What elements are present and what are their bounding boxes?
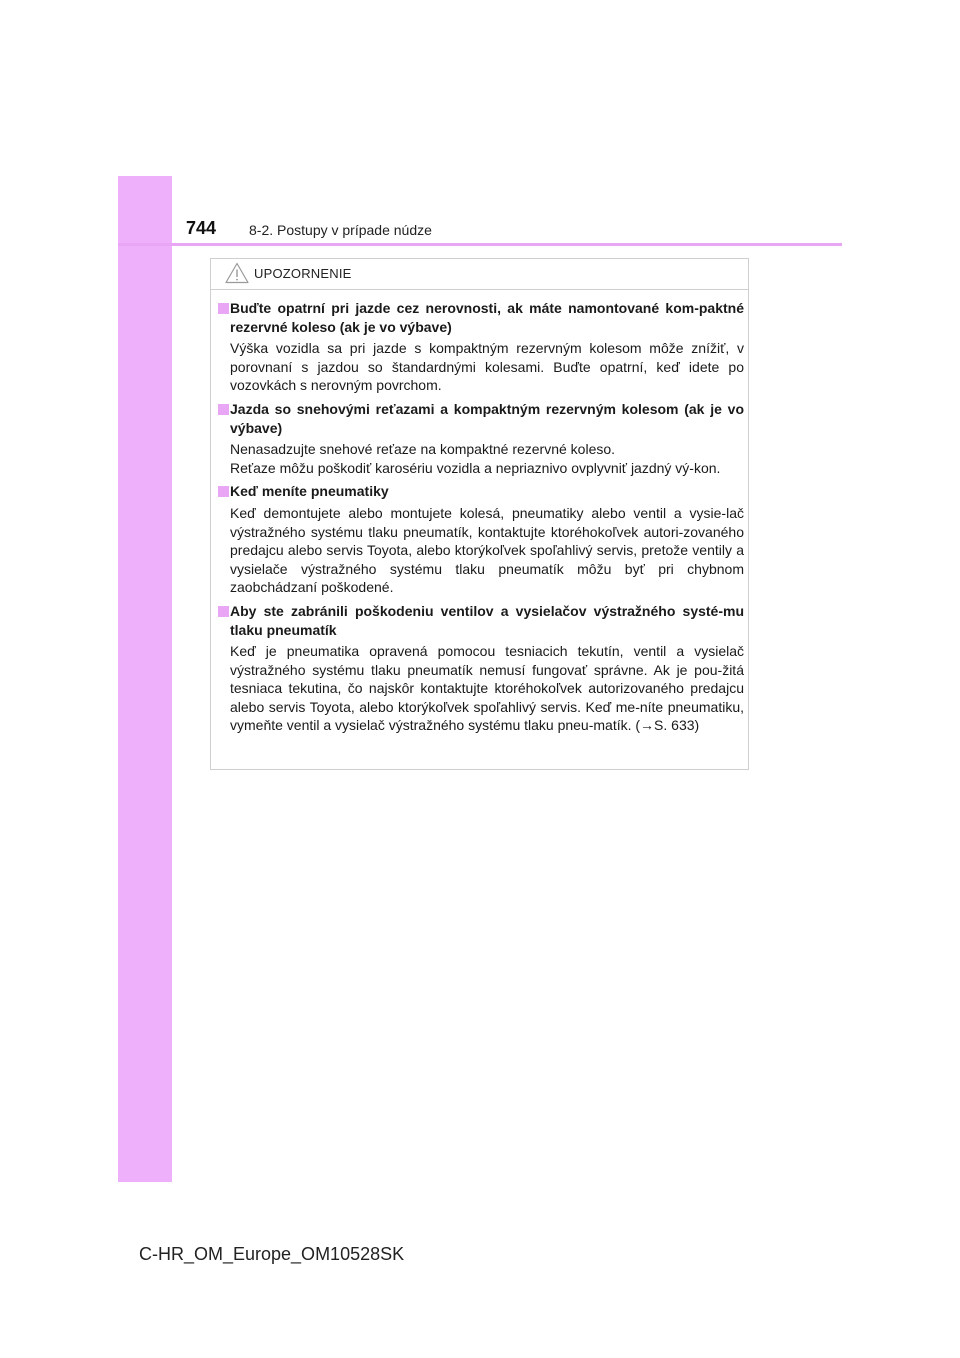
warning-header [211,259,748,290]
side-color-band [118,176,172,1182]
warning-item-text: Nenasadzujte snehové reťaze na kompaktné rezervné koleso. Reťaze môžu poškodiť karosériu vozidla a nepriaznivo ovplyvniť jazdný vý-kon. [230,441,721,476]
warning-box [210,258,749,770]
warning-item [218,482,744,597]
page-number: 744 [186,218,217,238]
warning-item [218,299,744,395]
warning-body [218,299,744,740]
warning-item-title: Aby ste zabránili poškodeniu ventilov a vysielačov výstražného systé-mu tlaku pneumatík [230,602,744,638]
warning-item [218,602,744,735]
warning-triangle-icon [225,262,249,284]
warning-item-text: Keď demontujete alebo montujete kolesá, pneumatiky alebo ventil a vysie-lač výstražného systému tlaku pneumatík, kontaktujte ktoréhokoľvek autori-zovaného predajcu alebo servis Toyota, alebo ktorýkoľvek spoľahlivý servis, pretože ventily a vysielače výstražného systému tlaku pneumatík môžu byť pri chybnom zaobchádzaní poškodené. [230,504,744,596]
warning-item-text: Keď je pneumatika opravená pomocou tesniacich tekutín, ventil a vysielač výstražného systému tlaku pneumatík nemusí fungovať správne. Ak je pou-žitá tesniaca tekutina, čo najskôr kontaktujte ktoréhokoľvek autorizovaného predajcu alebo servis Toyota, alebo ktorýkoľvek spoľahlivý servis. Keď me-níte pneumatiku, vymeňte ventil a vysielač výstražného systému tlaku pneu-matík. (→S. 633) [230,643,744,734]
section-title: 8-2. Postupy v prípade núdze [249,222,432,238]
warning-item [218,400,744,477]
warning-label: UPOZORNENIE [254,266,352,281]
square-bullet-icon [218,606,229,617]
square-bullet-icon [218,486,229,497]
warning-item-title: Buďte opatrní pri jazde cez nerovnosti, ak máte namontované kom-paktné rezervné koleso (ak je vo výbave) [230,300,744,335]
warning-item-text: Výška vozidla sa pri jazde s kompaktným rezervným kolesom môže znížiť, v porovnaní s jazdou so štandardnými kolesami. Buďte opatrní, keď idete po vozovkách s nerovným povrchom. [230,340,744,394]
square-bullet-icon [218,303,229,314]
warning-item-title: Jazda so snehovými reťazami a kompaktným rezervným kolesom (ak je vo výbave) [230,400,744,436]
warning-item-title: Keď meníte pneumatiky [230,483,389,500]
document-code: C-HR_OM_Europe_OM10528SK [139,1244,405,1264]
square-bullet-icon [218,404,229,415]
header-divider [118,243,842,246]
